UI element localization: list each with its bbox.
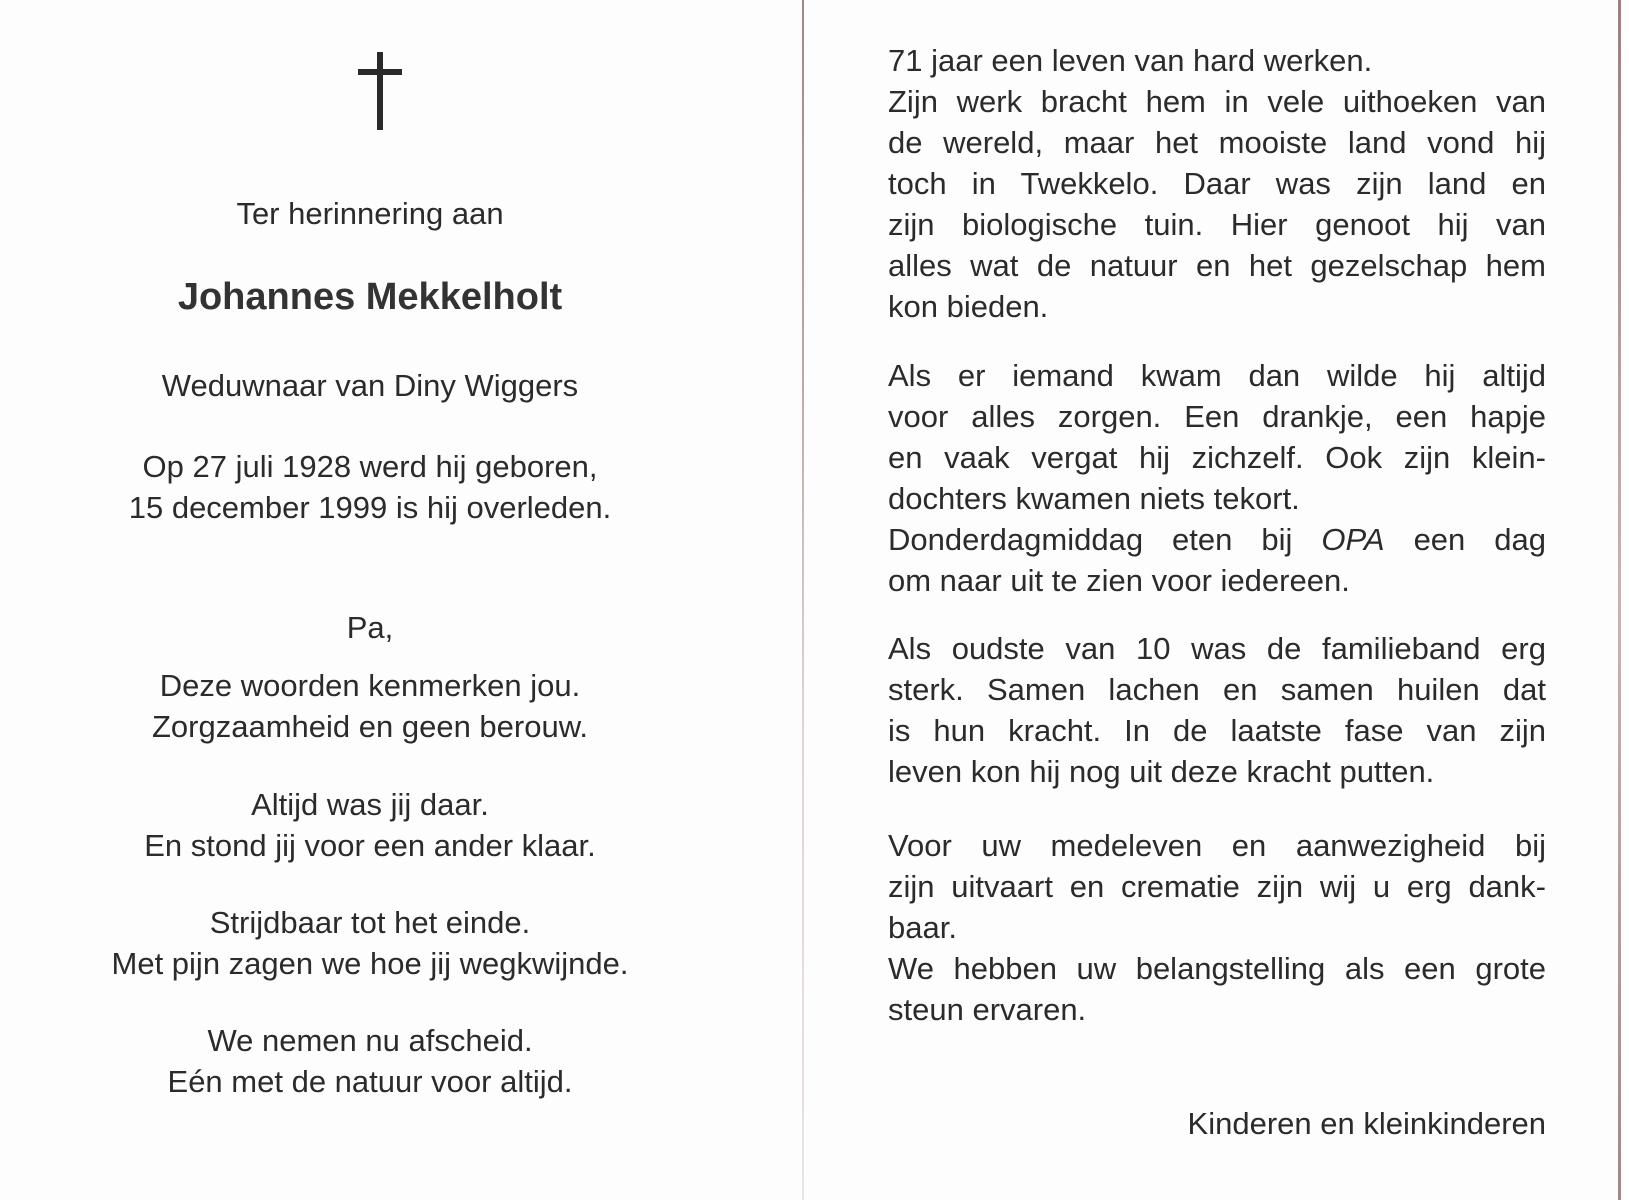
deceased-name: Johannes Mekkelholt [177, 276, 563, 318]
text-line: Als oudste van 10 was de familieband erg [888, 631, 1546, 666]
life-dates [40, 446, 700, 528]
verse-line: Deze woorden kenmerken jou. [159, 668, 581, 703]
signature: Kinderen en kleinkinderen [1187, 1106, 1546, 1141]
text-line: kon bieden. [888, 289, 1049, 324]
verse-line: We nemen nu afscheid. [207, 1023, 533, 1058]
text-line: zijn uitvaart en crematie zijn wij u erg dank- [888, 869, 1546, 904]
birth-line: Op 27 juli 1928 werd hij geboren, [142, 449, 598, 484]
left-panel [40, 0, 700, 1200]
text-line: baar. [888, 910, 957, 945]
text-line: Als er iemand kwam dan wilde hij altijd [888, 358, 1546, 393]
text-line: Voor uw medeleven en aanwezigheid bij [888, 828, 1546, 863]
text-line: en vaak vergat hij zichzelf. Ook zijn klein- [888, 440, 1546, 475]
text-line: sterk. Samen lachen en samen huilen dat [888, 672, 1546, 707]
verse-line: Eén met de natuur voor altijd. [167, 1064, 573, 1099]
right-panel [888, 0, 1546, 1200]
text-fragment: een dag [1413, 522, 1546, 557]
text-line: steun ervaren. [888, 992, 1087, 1027]
text-line: om naar uit te zien voor iedereen. [888, 563, 1350, 598]
fold-line [802, 0, 804, 1200]
paragraph [888, 628, 1546, 792]
salutation: Pa, [346, 610, 394, 645]
verse [40, 665, 700, 747]
text-line: is hun kracht. In de laatste fase van zijn [888, 713, 1546, 748]
verse-line: Zorgzaamheid en geen berouw. [151, 709, 588, 744]
paragraph [888, 40, 1546, 327]
text-line: toch in Twekkelo. Daar was zijn land en [888, 166, 1546, 201]
text-line: de wereld, maar het mooiste land vond hij [888, 125, 1546, 160]
text-line: We hebben uw belangstelling als een grote [888, 951, 1546, 986]
scan-margin [1621, 0, 1629, 1200]
intro-text: Ter herinnering aan [236, 196, 504, 231]
text-line: dochters kwamen niets tekort. [888, 481, 1300, 516]
paragraph [888, 825, 1546, 1030]
text-line-opa [888, 519, 1546, 560]
verse [40, 902, 700, 984]
verse-line: Met pijn zagen we hoe jij wegkwijnde. [111, 946, 629, 981]
verse-line: Strijdbaar tot het einde. [209, 905, 531, 940]
text-line: Zijn werk bracht hem in vele uithoeken van [888, 84, 1546, 119]
verse-line: En stond jij voor een ander klaar. [144, 828, 596, 863]
text-line: alles wat de natuur en het gezelschap hem [888, 248, 1546, 283]
text-fragment: Donderdagmiddag eten bij [888, 522, 1293, 557]
paragraph [888, 355, 1546, 601]
opa-emphasis: OPA [1321, 522, 1385, 557]
verse [40, 784, 700, 866]
text-line: 71 jaar een leven van hard werken. [888, 43, 1373, 78]
text-line: leven kon hij nog uit deze kracht putten. [888, 754, 1435, 789]
widower-text: Weduwnaar van Diny Wiggers [161, 368, 579, 403]
verse-line: Altijd was jij daar. [251, 787, 489, 822]
verse [40, 1020, 700, 1102]
text-line: voor alles zorgen. Een drankje, een hapje [888, 399, 1546, 434]
death-line: 15 december 1999 is hij overleden. [128, 490, 612, 525]
text-line: zijn biologische tuin. Hier genoot hij van [888, 207, 1546, 242]
cross-icon [358, 52, 402, 130]
